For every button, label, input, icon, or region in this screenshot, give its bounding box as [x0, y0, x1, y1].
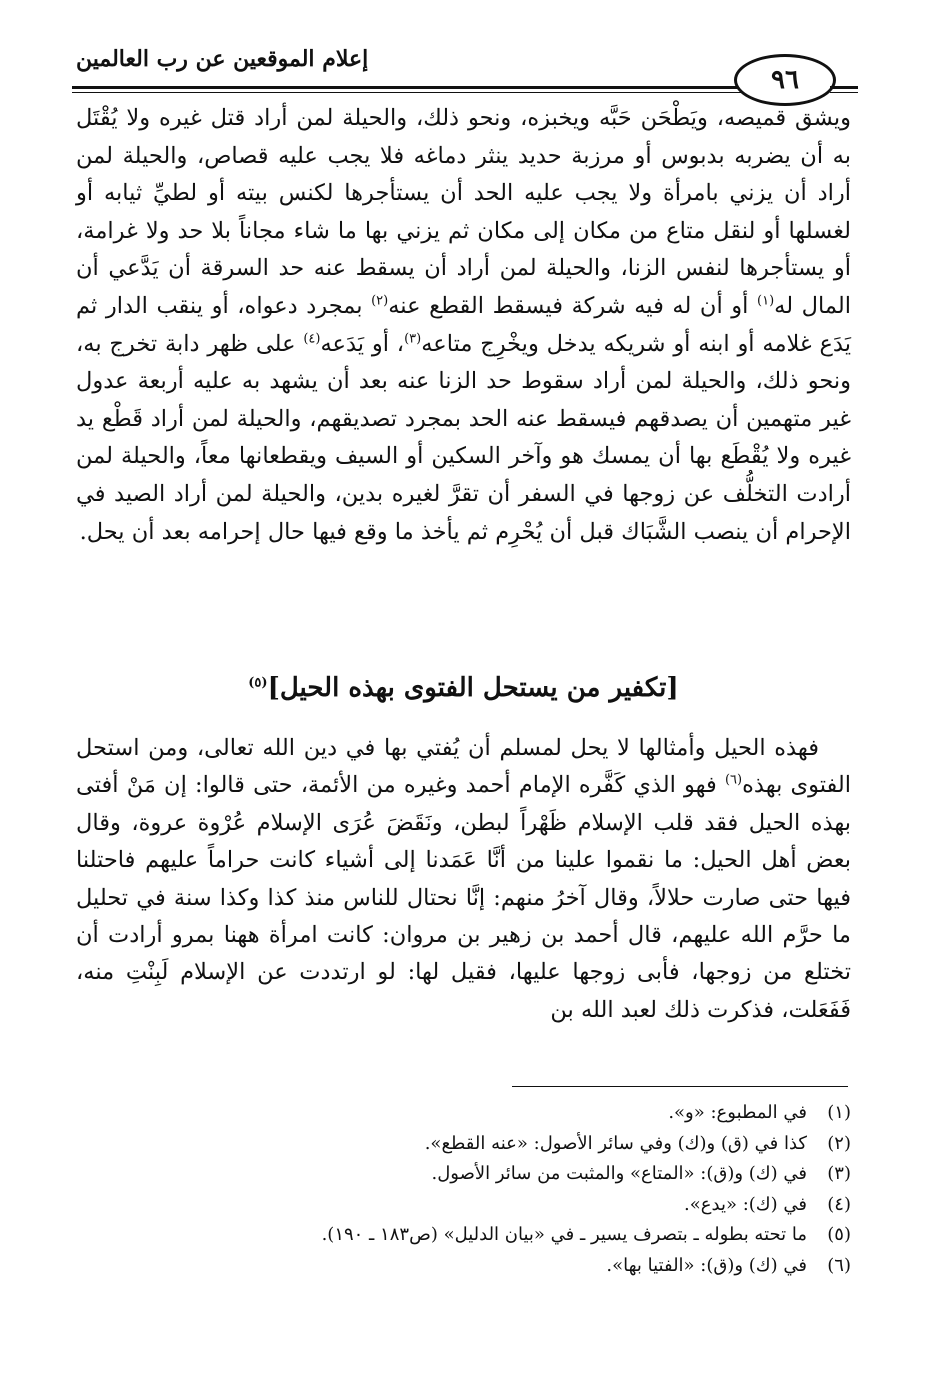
footnote-text: في (ك) و(ق): «الفتيا بها». — [606, 1254, 807, 1276]
footnote-number: (٤) — [827, 1193, 851, 1215]
footnote-ref[interactable]: (١) — [757, 293, 775, 309]
running-title: إعلام الموقعين عن رب العالمين — [76, 46, 369, 72]
footnote-ref[interactable]: (٤) — [303, 331, 321, 347]
section-heading — [76, 668, 851, 708]
footnote-text: في (ك) و(ق): «المتاع» والمثبت من سائر الأصول. — [431, 1163, 807, 1184]
body-text-2 — [76, 730, 851, 1029]
text-run: أو أن له فيه شركة فيسقط القطع عنه — [388, 292, 758, 319]
footnote-text: في المطبوع: «و». — [668, 1102, 807, 1123]
footnote-number: (٥) — [827, 1224, 851, 1245]
footnote-item — [76, 1129, 851, 1160]
paragraph — [76, 730, 851, 1029]
text-run: ويشق قميصه، ويَطْحَن حَبَّه ويخبزه، ونحو ذلك، والحيلة لمن أراد قتل غيره ولا يُقْتَل به أن يضربه بدبوس أو مرزبة حديد ينثر دماغه فلا يجب عليه قصاص، والحيلة لمن أراد أن يزني بامرأة ولا يجب عليه الحد أن يستأجرها لكنس بيته أو لطيِّ ثيابه أو لغسلها أو لنقل متاع من مكان إلى مكان ثم يزني بها ما شاء مجاناً بلا حد ولا غرامة، أو يستأجرها لنفس الزنا، والحيلة لمن أراد أن يسقط عنه حد السرقة أن يَدَّعي أن المال له — [76, 105, 852, 319]
paragraph — [76, 100, 851, 551]
header-rule-tail-thin — [830, 92, 858, 93]
footnote-separator — [512, 1086, 848, 1087]
footnote-ref[interactable]: (٥) — [248, 675, 268, 691]
page-header — [72, 38, 852, 98]
footnote-ref[interactable]: (٢) — [371, 293, 389, 309]
footnotes — [76, 1098, 851, 1281]
body-text — [76, 100, 851, 551]
footnote-item — [76, 1159, 851, 1190]
header-rule-thin — [72, 92, 762, 93]
footnote-number: (٦) — [827, 1254, 851, 1276]
text-run: ، أو يَدَعه — [320, 330, 405, 357]
text-run: بمجرد دعواه، أو ينقب الدار ثم يَدَع غلامه أو ابنه أو شريكه يدخل ويخْرِج متاعه — [76, 292, 852, 357]
footnote-item — [76, 1190, 851, 1221]
header-rule-tail — [830, 86, 858, 89]
footnote-number: (٢) — [827, 1132, 851, 1154]
footnote-item — [76, 1098, 851, 1129]
text-run: فهذه الحيل وأمثالها لا يحل لمسلم أن يُفتي بها في دين الله تعالى، ومن استحل الفتوى بهذه — [76, 735, 852, 799]
text-run: فهو الذي كَفَّره الإمام أحمد وغيره من الأئمة، حتى قالوا: إن مَنْ أفتى بهذه الحيل فقد قلب الإسلام ظَهْراً لبطن، ونَقَضَ عُرَى الإسلام عُرْوة عروة، وقال بعض أهل الحيل: ما نقموا علينا من أنَّا عَمَدنا إلى أشياء كانت حراماً عليهم فاحتلنا فيها حتى صارت حلالاً، وقال آخرُ منهم: إنَّا نحتال للناس منذ كذا وكذا سنة في تحليل ما حرَّم الله عليهم، قال أحمد بن زهير بن مروان: كانت امرأة ههنا بمرو أرادت أن تختلع من زوجها، فأبى زوجها عليها، فقيل لها: لو ارتددت عن الإسلام لَبِنْتِ منه، فَفَعَلت، فذكرت ذلك لعبد الله بن — [76, 772, 851, 1023]
footnote-text: كذا في (ق) و(ك) وفي سائر الأصول: «عنه القطع». — [424, 1132, 807, 1154]
footnote-text: في (ك): «يدع». — [684, 1193, 807, 1215]
footnote-item — [76, 1220, 851, 1251]
header-rule — [72, 86, 762, 89]
footnote-text: ما تحته بطوله ـ بتصرف يسير ـ في «بيان الدليل» (ص١٨٣ ـ ١٩٠). — [321, 1224, 807, 1245]
footnote-number: (١) — [827, 1102, 851, 1123]
footnote-ref[interactable]: (٦) — [724, 772, 743, 788]
footnote-ref[interactable]: (٣) — [404, 331, 422, 347]
footnote-number: (٣) — [827, 1163, 851, 1184]
page-number: ٩٦ — [734, 54, 836, 106]
text-run: على ظهر دابة تخرج به، ونحو ذلك، والحيلة لمن أراد سقوط حد الزنا عنه بعد أن يشهد به عليه أربعة عدول غير متهمين أن يصدقهم فيسقط عنه الحد بمجرد تصديقهم، والحيلة لمن أراد قَطْع يد غيره ولا يُقْطَع بها أن يمسك هو وآخر السكين أو السيف ويقطعانها معاً، والحيلة لمن أرادت التخلُّف عن زوجها في السفر أن تقرَّ لغيره بدين، والحيلة لمن أراد الصيد في الإحرام أن ينصب الشَّبَاك قبل أن يُحْرِم ثم يأخذ ما وقع فيها حال إحرامه بعد أن يحل. — [76, 330, 851, 545]
heading-text: [تكفير من يستحل الفتوى بهذه الحيل] — [267, 673, 679, 703]
footnote-item — [76, 1251, 851, 1282]
